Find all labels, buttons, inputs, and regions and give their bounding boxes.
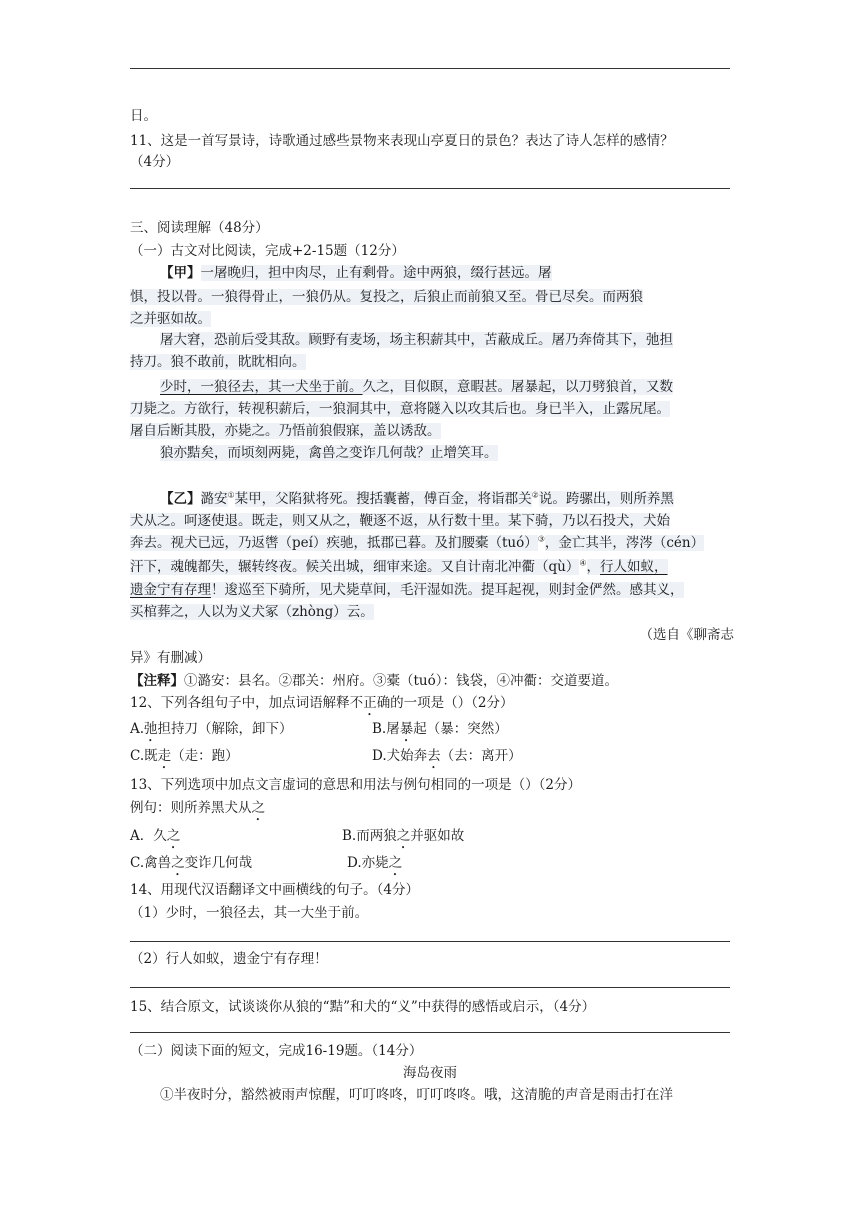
dotted-char: 暴 [399,721,414,737]
q12-text: 确的一项是（）（2分） [376,695,514,711]
q15-stem: 15、结合原文，试谈谈你从狼的“黠”和犬的“义”中获得的感悟或启示，（4分） [130,999,596,1015]
q13-option-d [347,853,402,879]
option-text: B.屠 [372,721,400,737]
source-line-1: （选自《聊斋志 [639,627,734,643]
option-text: C.既 [130,748,158,764]
option-text: B.而两狼 [342,828,397,844]
note-ref: ① [227,490,235,500]
jia-line-4 [160,330,735,350]
q13-option-b [342,826,464,852]
yi-text: 犬从之。呵逐使退。既走，则又从之，鞭逐不返，从行数十里。某下骑，乃以石投犬，犬始 [130,513,670,529]
option-text: D.亦毙 [347,855,389,871]
notes [130,671,735,691]
q13-stem: 13、下列选项中加点文言虚词的意思和用法与例句相同的一项是（）（2分） [130,777,582,793]
option-text: 并驱如故 [410,828,465,844]
example-text: 例句：则所养黑犬从 [130,800,252,816]
part2-heading: （二）阅读下面的短文，完成16-19题。（14分） [130,1043,423,1059]
jia-line-9 [160,443,735,463]
jia-line-1 [160,263,735,283]
q13-option-a [130,826,180,852]
q14-sentence-2: （2）行人如蚁，遗金宁有存理！ [130,951,328,967]
jia-text: 狼亦黠矣，而顷刻两毙，禽兽之变诈几何哉？止增笑耳。 [160,445,498,461]
dotted-char: 正 [363,695,377,711]
jia-text: 惧，投以骨。一狼得骨止，一狼仍从。复投之，后狼止而前狼又至。骨已尽矣。而两狼 [130,289,643,305]
q14-sentence-1: （1）少时，一狼径去，其一大坐于前。 [130,905,369,921]
dotted-char: 之 [171,855,185,871]
option-text: 起（暴：突然） [413,721,508,737]
underlined-sentence: 行人如蚁， [600,559,668,575]
jia-line-8 [130,421,735,441]
jia-text: 之并驱如故。 [130,311,211,327]
q13-example [130,798,735,824]
dotted-char: 之 [388,855,403,871]
yi-text: ！逡巡至下骑所，见犬毙草间，毛汗湿如洗。提耳起视，则封金俨然。感其义， [211,582,684,598]
underlined-sentence: 遗金宁有存理 [130,582,211,598]
part1-heading: （一）古文对比阅读，完成+2-15题（12分） [130,243,405,259]
jia-line-6 [160,377,735,397]
q12-option-d [372,746,522,772]
option-text: A．久 [130,828,167,844]
dotted-char: 走 [157,748,172,764]
note-ref: ④ [579,558,587,568]
q13-option-c [130,853,252,879]
yi-line-1 [160,489,735,509]
jia-line-7 [130,399,735,419]
yi-text: ， [586,559,601,575]
yi-text: 奔去。视犬已远，乃返辔（peí）疾驰，抵郡已暮。及扪腰橐（tuó） [130,535,538,551]
jia-line-2 [130,287,735,307]
source-line-2: 异》有删减） [130,650,211,666]
dotted-char: 之 [251,800,265,816]
answer-line [130,68,730,69]
q11-stem: 11、这是一首写景诗，诗歌通过感些景物来表现山亭夏日的景色？表达了诗人怎样的感情？ [130,133,674,149]
notes-label: 【注释】 [130,673,184,689]
q12-option-b [372,719,508,745]
yi-text: 买棺葬之，人以为义犬冢（zhòng）云。 [130,604,374,620]
dotted-char: 之 [396,828,411,844]
answer-line [130,941,730,942]
section3-heading: 三、阅读理解（48分） [130,220,269,236]
note-ref: ② [531,490,539,500]
yi-text: 说。跨骡出，则所养黑 [538,491,674,507]
yi-line-2 [130,511,735,531]
option-text: 担持刀（解除，卸下） [157,721,293,737]
jia-text: 一屠晚归，担中肉尽，止有剩骨。途中两狼，缀行甚远。屠 [200,265,552,281]
q14-stem: 14、用现代汉语翻译文中画横线的句子。（4分） [130,882,420,898]
option-text: C.禽兽 [130,855,172,871]
option-text: A. [130,721,145,737]
yi-label: 【乙】 [160,491,201,507]
jia-text: 持刀。狼不敢前，眈眈相向。 [130,354,306,370]
yi-line-4 [130,557,735,577]
yi-line-5 [130,580,735,600]
option-text: D.犬始奔 [372,748,428,764]
yi-text: 潞安 [200,491,228,507]
dotted-char: 去 [427,748,441,764]
jia-text: 久之，目似瞑，意暇甚。屠暴起，以刀劈狼首，又数 [362,379,673,395]
q12-option-a [130,719,293,745]
option-text: 变诈几何哉 [184,855,253,871]
notes-text: ①潞安：县名。②郡关：州府。③橐（tuó）：钱袋，④冲衢：交道要道。 [184,673,618,689]
passage-paragraph-1: ①半夜时分，豁然被雨声惊醒，叮叮咚咚，叮叮咚咚。哦，这清脆的声音是雨击打在洋 [160,1087,673,1103]
jia-line-5 [130,352,735,372]
answer-line [130,1032,730,1033]
jia-text: 刀毙之。方欲行，转视积薪后，一狼洞其中，意将隧入以攻其后也。身已半入，止露尻尾。 [130,401,670,417]
yi-text: ，金亡其半，涔涔（cén） [544,535,705,551]
dotted-char: 弛 [144,721,158,737]
jia-label: 【甲】 [160,265,201,281]
passage-title: 海岛夜雨 [403,1065,457,1081]
q10-tail: 日。 [130,108,157,124]
dotted-char: 之 [166,828,181,844]
yi-text: 汗下，魂魄都失，辗转终夜。候关出城，细审来途。又自计南北冲衢（qù） [130,559,580,575]
underlined-sentence: 少时，一狼径去，其一犬坐于前。 [160,379,363,395]
answer-line [130,188,730,189]
q12-text: 12、下列各组句子中，加点词语解释不 [130,695,364,711]
q11-score: （4分） [130,154,180,170]
q12-stem [130,693,735,719]
option-text: （走：跑） [171,748,239,764]
option-text: （去：离开） [440,748,522,764]
jia-text: 屠自后断其股，亦毙之。乃悟前狼假寐，盖以诱敌。 [130,423,441,439]
answer-line [130,987,730,988]
jia-line-3 [130,309,735,329]
yi-line-3 [130,533,735,553]
q12-option-c [130,746,239,772]
yi-line-6 [130,602,735,622]
note-ref: ③ [537,534,545,544]
jia-text: 屠大窘，恐前后受其敌。顾野有麦场，场主积薪其中，苫蔽成丘。屠乃奔倚其下，弛担 [160,332,673,348]
yi-text: 某甲，父陷狱将死。搜括囊蓄，傅百金，将诣郡关 [234,491,532,507]
